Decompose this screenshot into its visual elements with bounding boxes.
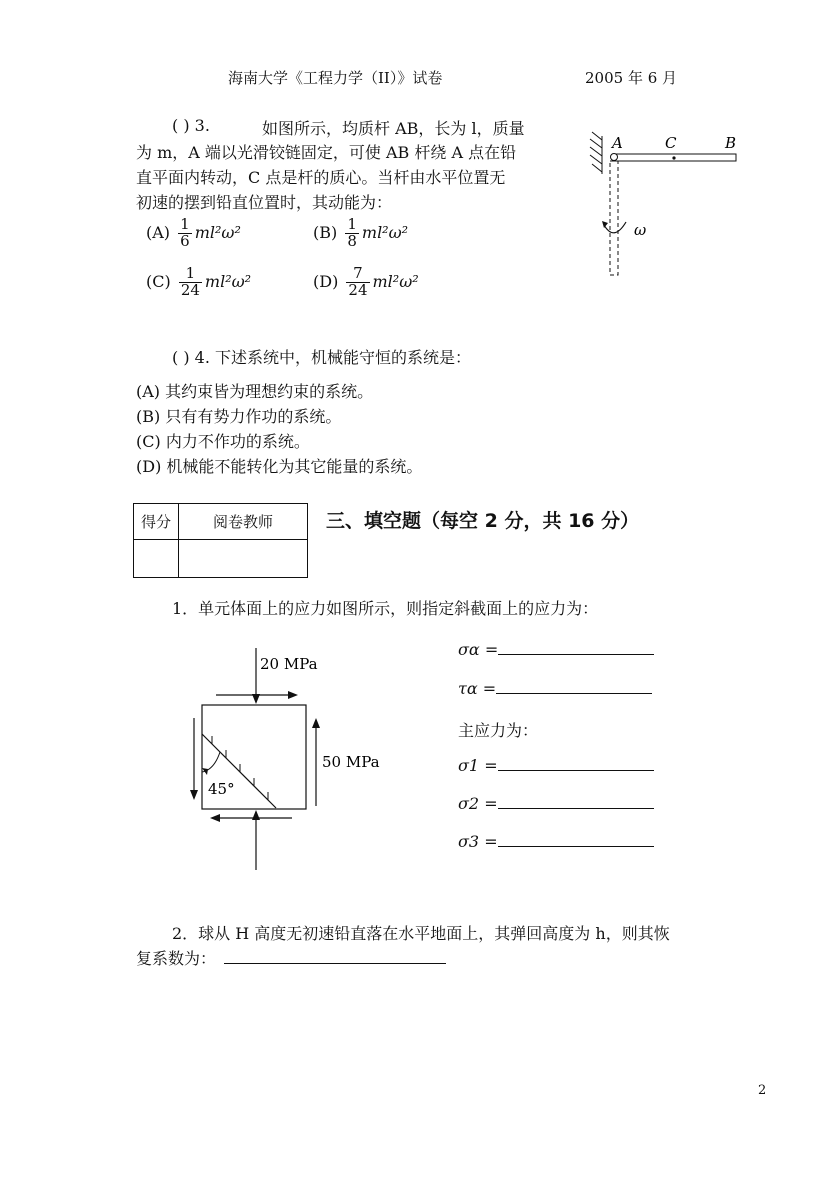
sigma-alpha-field: σα = — [458, 640, 654, 659]
q4-option-c: (C) 内力不作功的系统。 — [136, 432, 310, 451]
q4-option-d: (D) 机械能不能转化为其它能量的系统。 — [136, 457, 423, 476]
sigma1-field: σ1 = — [458, 756, 654, 775]
stress-element-figure — [180, 636, 400, 876]
exam-header-date: 2005 年 6 月 — [585, 69, 678, 87]
tau-alpha-field: τα = — [458, 679, 652, 698]
label-omega: ω — [634, 221, 647, 239]
q3-option-d: (D) $\frac{7}{24}$ ml²ω² — [313, 264, 419, 299]
score-cell[interactable] — [134, 540, 179, 578]
exam-header-title: 海南大学《工程力学（II）》试卷 — [228, 69, 443, 87]
rod-vertical-dashed — [610, 161, 618, 275]
grader-cell[interactable] — [179, 540, 308, 578]
sigma2-field: σ2 = — [458, 794, 654, 813]
q4-option-a: (A) 其约束皆为理想约束的系统。 — [136, 382, 374, 401]
sigma1-blank[interactable] — [498, 770, 654, 771]
fill2-line1: 2．球从 H 高度无初速铅直落在水平地面上，其弹回高度为 h，则其恢 — [172, 924, 670, 943]
q3-option-c: (C) $\frac{1}{24}$ ml²ω² — [146, 264, 252, 299]
q3-number: ( ) 3. — [172, 116, 210, 135]
principal-label: 主应力为： — [458, 721, 539, 740]
rod-figure — [582, 130, 752, 280]
fill1-stem: 1．单元体面上的应力如图所示，则指定斜截面上的应力为： — [172, 599, 599, 618]
q3-line1: 如图所示，均质杆 AB，长为 l，质量 — [262, 119, 525, 138]
sigma3-blank[interactable] — [498, 846, 654, 847]
centroid-c — [672, 156, 675, 159]
label-b: B — [725, 134, 737, 152]
q3-option-b: (B) $\frac{1}{8}$ ml²ω² — [313, 215, 409, 250]
page-number: 2 — [758, 1083, 767, 1098]
sigma-alpha-blank[interactable] — [498, 654, 654, 655]
grader-label: 阅卷教师 — [179, 504, 308, 540]
hinge-a — [611, 154, 618, 161]
q3-line2: 为 m，A 端以光滑铰链固定，可使 AB 杆绕 A 点在铅 — [136, 143, 517, 162]
angle-label: 45° — [208, 780, 235, 798]
sigma3-field: σ3 = — [458, 832, 654, 851]
stress-side-label: 50 MPa — [322, 753, 380, 771]
label-a: A — [612, 134, 623, 152]
fill2-line2: 复系数为： — [136, 946, 446, 969]
q3-line3: 直平面内转动，C 点是杆的质心。当杆由水平位置无 — [136, 168, 506, 187]
score-table — [133, 503, 308, 578]
section-title: 三、填空题（每空 2 分，共 16 分） — [326, 510, 640, 532]
label-c: C — [665, 134, 677, 152]
tau-alpha-blank[interactable] — [496, 693, 652, 694]
q3-option-a: (A) $\frac{1}{6}$ ml²ω² — [146, 215, 241, 250]
score-label: 得分 — [134, 504, 179, 540]
sigma2-blank[interactable] — [498, 808, 654, 809]
wall-hatch — [590, 132, 602, 174]
restitution-blank[interactable] — [224, 963, 446, 964]
q4-stem: ( ) 4. 下述系统中，机械能守恒的系统是： — [172, 348, 472, 367]
q3-line4: 初速的摆到铅直位置时，其动能为： — [136, 193, 393, 212]
stress-top-label: 20 MPa — [260, 655, 318, 673]
q4-option-b: (B) 只有有势力作功的系统。 — [136, 407, 342, 426]
